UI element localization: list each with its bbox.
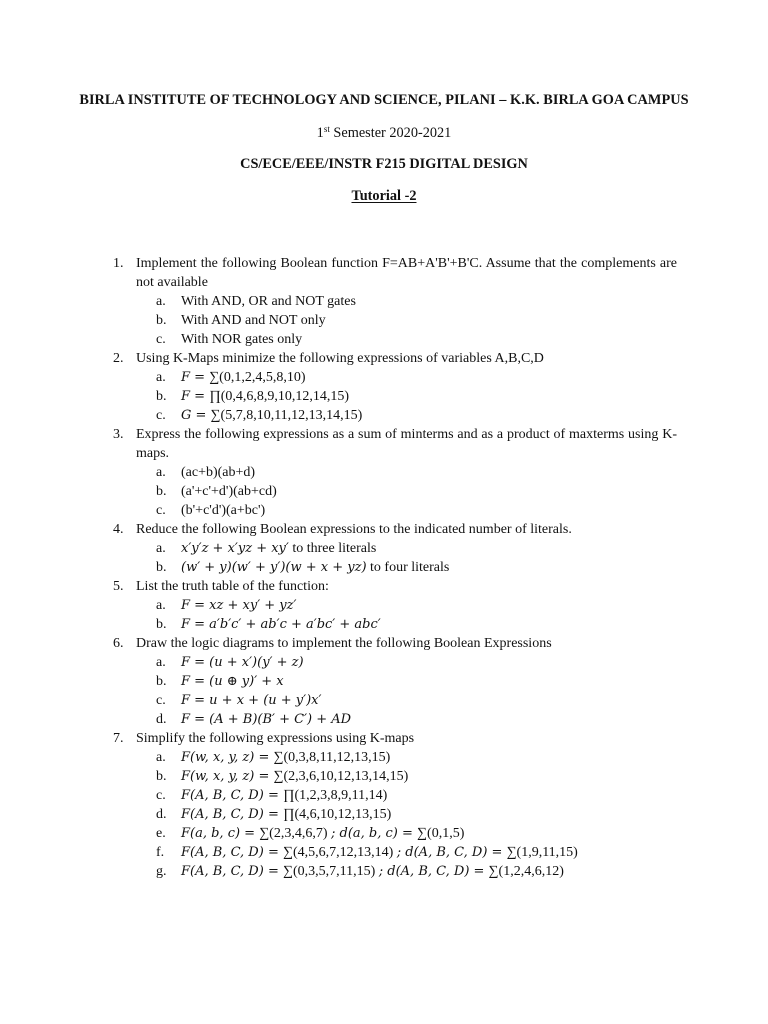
semester-line (0, 124, 768, 142)
sub-question-text: ∏(1,2,3,8,9,11,14) (282, 788, 388, 803)
sub-question-text: (b'+c'd')(a+bc') (181, 503, 266, 518)
question-text: Express the following expressions as a sum of minterms and as a product of maxterms using K-maps. (136, 427, 677, 461)
sub-question (0, 862, 768, 881)
sub-question-formula: ; d(a, b, c) = (331, 826, 418, 841)
sub-question (0, 672, 768, 691)
sub-question-formula: F = (u ⊕ y)′ + x (181, 674, 284, 689)
sub-question-letter: c. (156, 332, 166, 347)
question-6 (0, 634, 768, 729)
question-text: Implement the following Boolean function F=AB+A'B'+B'C. Assume that the complements are not available (136, 256, 677, 290)
sub-question-letter: b. (156, 389, 167, 404)
sub-question-text: ∏(4,6,10,12,13,15) (282, 807, 392, 822)
sub-question-text: ∑(0,3,8,11,12,13,15) (273, 750, 391, 765)
question-row (0, 634, 677, 653)
sub-question-formula: G = (181, 408, 211, 423)
question-number: 1. (113, 256, 124, 271)
sub-question-text: (ac+b)(ab+d) (181, 465, 256, 480)
sub-question-letter: a. (156, 750, 166, 765)
sub-question-letter: c. (156, 693, 166, 708)
question-number: 2. (113, 351, 124, 366)
sub-question (0, 501, 768, 520)
sub-question-letter: d. (156, 807, 167, 822)
sub-question-letter: b. (156, 560, 167, 575)
sub-question (0, 463, 768, 482)
sub-question-letter: a. (156, 655, 166, 670)
sub-question-letter: b. (156, 674, 167, 689)
question-3 (0, 425, 768, 520)
tutorial-title: Tutorial -2 (351, 188, 417, 204)
sub-question-letter: a. (156, 465, 166, 480)
sub-question (0, 691, 768, 710)
sub-question-formula: F(A, B, C, D) = (181, 807, 283, 822)
sub-question-formula: (w′ + y)(w′ + y′)(w + x + yz) (181, 560, 367, 575)
sub-question-formula: F(A, B, C, D) = (181, 864, 283, 879)
sub-question-letter: d. (156, 712, 167, 727)
sub-question (0, 330, 768, 349)
question-number: 3. (113, 427, 124, 442)
sub-question-text: With AND, OR and NOT gates (181, 294, 356, 309)
question-text: Reduce the following Boolean expressions to the indicated number of literals. (136, 522, 572, 537)
sub-question (0, 596, 768, 615)
question-number: 4. (113, 522, 124, 537)
question-row (0, 520, 677, 539)
sub-question (0, 805, 768, 824)
sub-question-text: ∑(0,1,2,4,5,8,10) (209, 370, 306, 385)
sub-question-text: ∑(1,2,4,6,12) (488, 864, 564, 879)
question-row (0, 577, 677, 596)
question-2 (0, 349, 768, 425)
question-row (0, 729, 677, 748)
semester-ordinal: st (323, 124, 330, 134)
sub-question-formula: F(A, B, C, D) = (181, 788, 283, 803)
sub-question (0, 824, 768, 843)
sub-question-formula: F = u + x + (u + y′)x′ (181, 693, 322, 708)
question-number: 6. (113, 636, 124, 651)
sub-question-text: to four literals (366, 560, 450, 575)
question-row (0, 254, 677, 292)
sub-question-text: ∑(2,3,4,6,7) (259, 826, 332, 841)
sub-question-formula: F = (u + x′)(y′ + z) (181, 655, 304, 670)
sub-question-letter: c. (156, 503, 166, 518)
sub-question-letter: b. (156, 484, 167, 499)
sub-question-text: ∑(1,9,11,15) (506, 845, 578, 860)
sub-question-formula: F = (181, 389, 210, 404)
sub-question-text: ∑(0,3,5,7,11,15) (282, 864, 379, 879)
sub-question-formula: F(w, x, y, z) = (181, 750, 274, 765)
sub-question (0, 843, 768, 862)
sub-question-formula: ; d(A, B, C, D) = (396, 845, 507, 860)
sub-question-text: ∏(0,4,6,8,9,10,12,14,15) (209, 389, 350, 404)
sub-question (0, 406, 768, 425)
semester-number: 1 (316, 125, 324, 141)
sub-question-formula: F(a, b, c) = (181, 826, 260, 841)
question-list (0, 254, 768, 881)
question-7 (0, 729, 768, 881)
sub-question-text: ∑(0,1,5) (417, 826, 465, 841)
sub-question-formula: F = a′b′c′ + ab′c + a′bc′ + abc′ (181, 617, 381, 632)
tutorial-heading (0, 188, 768, 205)
sub-question-letter: a. (156, 294, 166, 309)
question-text: Simplify the following expressions using K-maps (136, 731, 415, 746)
sub-question-letter: g. (156, 864, 167, 879)
sub-question (0, 292, 768, 311)
question-text: Draw the logic diagrams to implement the following Boolean Expressions (136, 636, 552, 651)
sub-question-letter: b. (156, 769, 167, 784)
question-row (0, 425, 677, 463)
sub-question-letter: f. (156, 845, 165, 860)
sub-question-formula: F = (181, 370, 210, 385)
sub-question-text: to three literals (288, 541, 377, 556)
sub-question-letter: c. (156, 408, 166, 423)
sub-question-text: With AND and NOT only (181, 313, 326, 328)
sub-question (0, 615, 768, 634)
sub-question (0, 311, 768, 330)
question-row (0, 349, 677, 368)
institute-title: BIRLA INSTITUTE OF TECHNOLOGY AND SCIENCE, PILANI – K.K. BIRLA GOA CAMPUS (79, 92, 689, 108)
question-text: List the truth table of the function: (136, 579, 329, 594)
sub-question (0, 539, 768, 558)
question-1 (0, 254, 768, 349)
sub-question-text: ∑(5,7,8,10,11,12,13,14,15) (210, 408, 363, 423)
sub-question-text: ∑(4,5,6,7,12,13,14) (282, 845, 397, 860)
sub-question-letter: e. (156, 826, 166, 841)
sub-question-formula: F = (A + B)(B′ + C′) + AD (181, 712, 352, 727)
sub-question (0, 387, 768, 406)
sub-question (0, 786, 768, 805)
sub-question-letter: a. (156, 370, 166, 385)
sub-question-formula: ; d(A, B, C, D) = (378, 864, 489, 879)
sub-question (0, 558, 768, 577)
sub-question-text: ∑(2,3,6,10,12,13,14,15) (273, 769, 409, 784)
sub-question-formula: x′y′z + x′yz + xy′ (181, 541, 289, 556)
sub-question (0, 748, 768, 767)
sub-question (0, 653, 768, 672)
sub-question (0, 482, 768, 501)
sub-question-text: (a'+c'+d')(ab+cd) (181, 484, 277, 499)
question-5 (0, 577, 768, 634)
sub-question (0, 710, 768, 729)
sub-question-letter: a. (156, 541, 166, 556)
sub-question-formula: F(w, x, y, z) = (181, 769, 274, 784)
sub-question-letter: c. (156, 788, 166, 803)
course-title: CS/ECE/EEE/INSTR F215 DIGITAL DESIGN (240, 156, 528, 172)
sub-question-letter: b. (156, 313, 167, 328)
sub-question-text: With NOR gates only (181, 332, 303, 347)
sub-question-letter: b. (156, 617, 167, 632)
sub-question (0, 767, 768, 786)
question-number: 5. (113, 579, 124, 594)
question-number: 7. (113, 731, 124, 746)
sub-question (0, 368, 768, 387)
sub-question-formula: F(A, B, C, D) = (181, 845, 283, 860)
sub-question-letter: a. (156, 598, 166, 613)
semester-text: Semester 2020-2021 (329, 125, 452, 141)
question-4 (0, 520, 768, 577)
question-text: Using K-Maps minimize the following expressions of variables A,B,C,D (136, 351, 544, 366)
sub-question-formula: F = xz + xy′ + yz′ (181, 598, 297, 613)
